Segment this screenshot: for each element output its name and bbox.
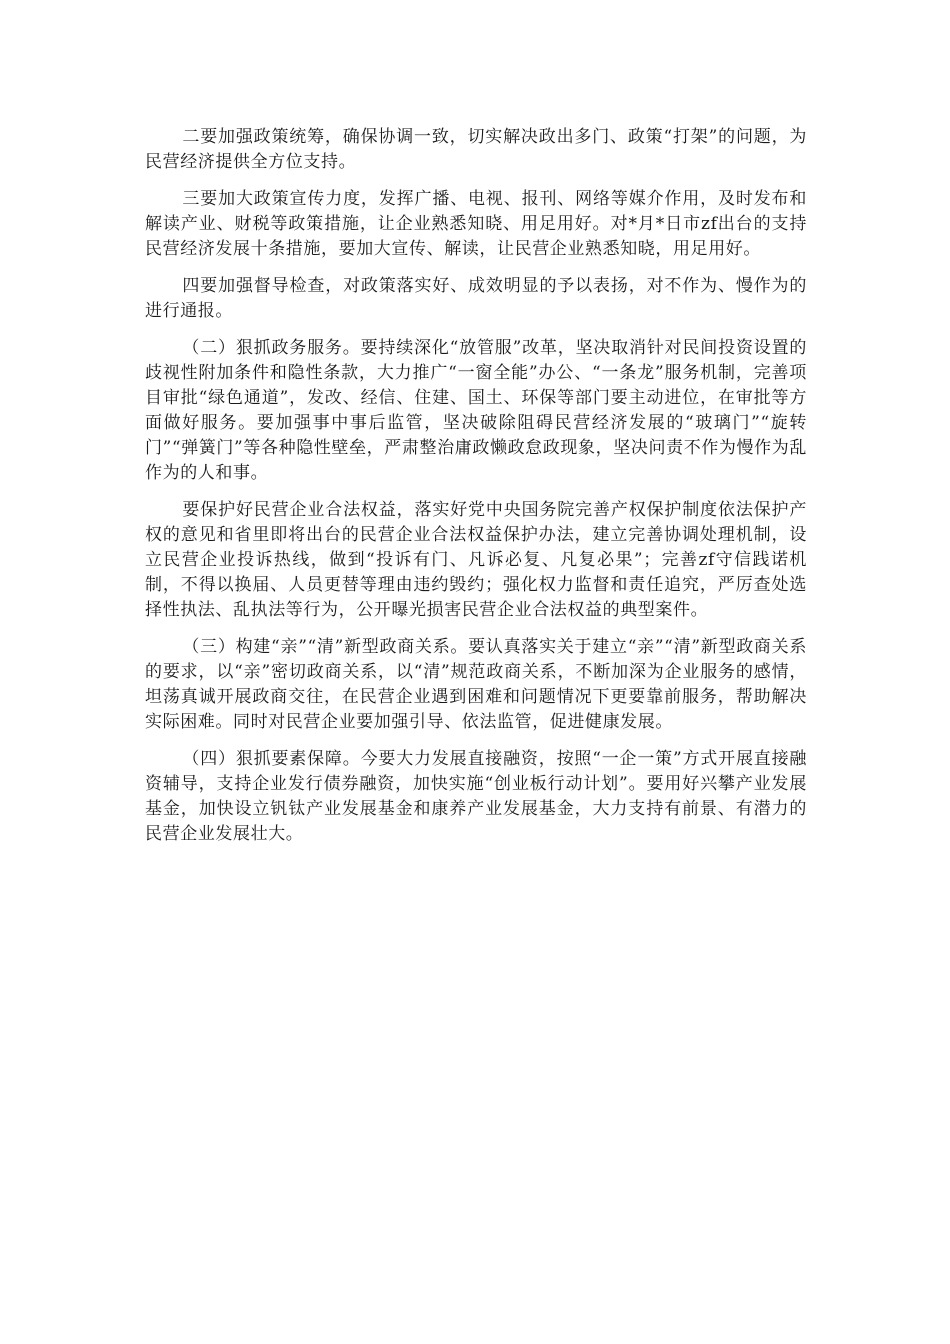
paragraph: 二要加强政策统筹，确保协调一致，切实解决政出多门、政策“打架”的问题，为民营经济提供全方位支持。: [145, 127, 807, 172]
paragraph: （三）构建“亲”“清”新型政商关系。要认真落实关于建立“亲”“清”新型政商关系的要求，以“亲”密切政商关系，以“清”规范政商关系，不断加深为企业服务的感情，坦荡真诚开展政商交往，在民营企业遇到困难和问题情况下更要靠前服务，帮助解决实际困难。同时对民营企业要加强引导、依法监管，促进健康发展。: [145, 637, 807, 732]
paragraph: 要保护好民营企业合法权益，落实好党中央国务院完善产权保护制度依法保护产权的意见和省里即将出台的民营企业合法权益保护办法，建立完善协调处理机制，设立民营企业投诉热线，做到“投诉有门、凡诉必复、凡复必果”；完善zf守信践诺机制，不得以换届、人员更替等理由违约毁约；强化权力监督和责任追究，严厉查处选择性执法、乱执法等行为，公开曝光损害民营企业合法权益的典型案件。: [145, 500, 807, 620]
document-body: [145, 125, 807, 859]
paragraph: （四）狠抓要素保障。今要大力发展直接融资，按照“一企一策”方式开展直接融资辅导，支持企业发行债券融资，加快实施“创业板行动计划”。要用好兴攀产业发展基金，加快设立钒钛产业发展基金和康养产业发展基金，大力支持有前景、有潜力的民营企业发展壮大。: [145, 749, 807, 844]
paragraph: 四要加强督导检查，对政策落实好、成效明显的予以表扬，对不作为、慢作为的进行通报。: [145, 276, 807, 321]
paragraph: （二）狠抓政务服务。要持续深化“放管服”改革，坚决取消针对民间投资设置的歧视性附加条件和隐性条款，大力推广“一窗全能”办公、“一条龙”服务机制，完善项目审批“绿色通道”，发改、经信、住建、国土、环保等部门要主动进位，在审批等方面做好服务。要加强事中事后监管，坚决破除阻碍民营经济发展的“玻璃门”“旋转门”“弹簧门”等各种隐性壁垒，严肃整治庸政懒政怠政现象，坚决问责不作为慢作为乱作为的人和事。: [145, 338, 807, 483]
paragraph: 三要加大政策宣传力度，发挥广播、电视、报刊、网络等媒介作用，及时发布和解读产业、财税等政策措施，让企业熟悉知晓、用足用好。对*月*日市zf出台的支持民营经济发展十条措施，要加大宣传、解读，让民营企业熟悉知晓，用足用好。: [145, 189, 807, 259]
